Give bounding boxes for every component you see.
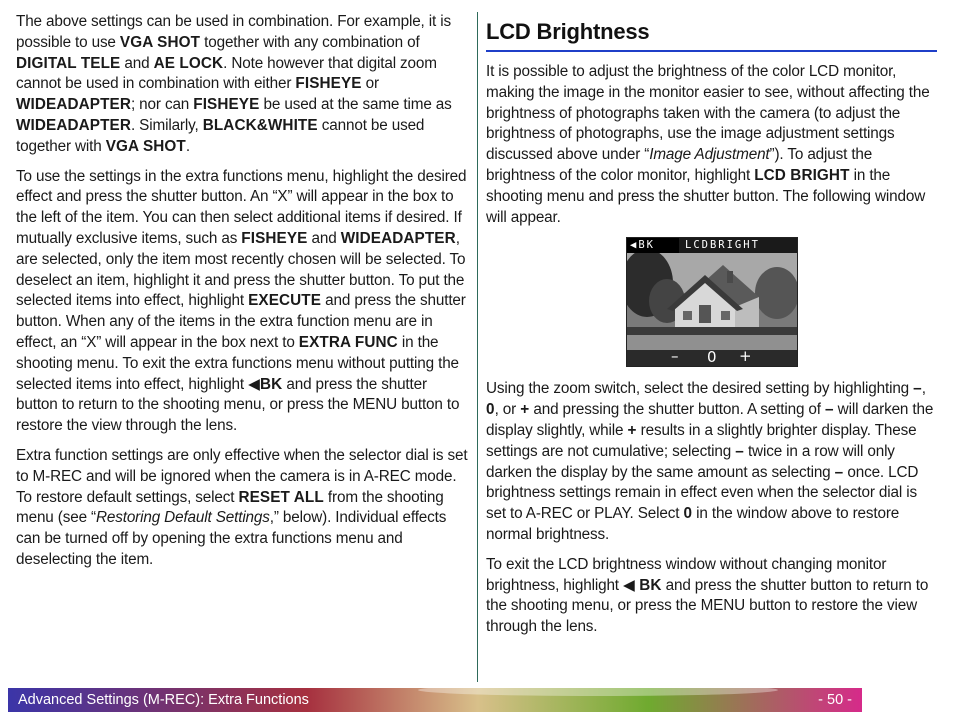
term-black-white: BLACK&WHITE — [202, 116, 318, 134]
term-ae-lock: AE LOCK — [153, 54, 224, 72]
term-fisheye: FISHEYE — [193, 96, 260, 114]
term-extra-func: EXTRA FUNC — [298, 333, 398, 351]
term-reset-all: RESET ALL — [238, 488, 324, 506]
left-column — [16, 12, 470, 580]
ref-image-adjustment: Image Adjustment — [649, 146, 770, 164]
heading-rule — [486, 50, 937, 52]
section-heading: LCD Brightness — [486, 19, 650, 44]
lcd-option-plus[interactable]: + — [739, 347, 752, 366]
term-vga-shot: VGA SHOT — [119, 33, 201, 51]
term-wideadapter: WIDEADAPTER — [16, 96, 131, 114]
lcd-title: LCDBRIGHT — [679, 238, 797, 253]
lcd-brightness-window — [626, 237, 798, 367]
lcd-brightness-scale — [627, 347, 797, 367]
right-column — [486, 12, 938, 647]
ref-restoring-default-settings: Restoring Default Settings — [95, 509, 270, 527]
term-back: ◀ BK — [623, 576, 662, 594]
column-divider — [477, 12, 478, 682]
lcd-option-zero[interactable]: 0 — [707, 348, 717, 367]
page-number: - 50 - — [818, 692, 852, 708]
right-paragraph-3: To exit the LCD brightness window without changing monitor brightness, highlight ◀ BK and press the shutter button to return to the shooting menu, or press the MENU button to restore the view through the lens. — [486, 555, 929, 636]
term-fisheye: FISHEYE — [241, 229, 308, 247]
term-digital-tele: DIGITAL TELE — [16, 54, 121, 72]
page-footer — [8, 688, 862, 712]
left-paragraph-3: Extra function settings are only effective when the selector dial is set to M-REC and will be ignored when the camera is in A-REC mode. To restore default settings, select RESET ALL from the shooting menu (see “Restoring Default Settings,” below). Individual effects can be turned off by opening the extra functions menu and deselecting the item. — [16, 446, 468, 568]
left-paragraph-1: The above settings can be used in combination. For example, it is possible to use VGA SHOT together with any combination of DIGITAL TELE and AE LOCK. Note however that digital zoom cannot be used in combination with either FISHEYE or WIDEADAPTER; nor can FISHEYE be used at the same time as WIDEADAPTER. Similarly, BLACK&WHITE cannot be used together with VGA SHOT. — [16, 13, 452, 155]
term-vga-shot: VGA SHOT — [105, 137, 186, 155]
term-fisheye: FISHEYE — [295, 75, 362, 93]
term-wideadapter: WIDEADAPTER — [340, 229, 456, 247]
right-paragraph-1: It is possible to adjust the brightness of the color LCD monitor, making the image in the monitor easier to see, without affecting the brightness of photographs taken with the camera (to adjust the brightness of photographs, use the image adjustment settings discussed above under “Image Adjustment”). To adjust the brightness of the color monitor, highlight LCD BRIGHT in the shooting menu and press the shutter button. The following window will appear. — [486, 63, 930, 226]
left-paragraph-2: To use the settings in the extra functions menu, highlight the desired effect and press the shutter button. An “X” will appear in the box to the left of the item. You can then select additional items if desired. If mutually exclusive items, such as FISHEYE and WIDEADAPTER, are selected, only the item most recently chosen will be selected. To deselect an item, highlight it and press the shutter button. To put the selected items into effect, highlight EXECUTE and press the shutter button. When any of the items in the extra function menu are in effect, an “X” will appear in the box next to EXTRA FUNC in the shooting menu. To exit the extra functions menu without putting the selected items into effect, highlight ◀BK and press the shutter button to return to the shooting menu, or press the MENU button to restore the view through the lens. — [16, 167, 467, 435]
lcd-preview-photo — [627, 253, 797, 350]
term-execute: EXECUTE — [248, 292, 322, 310]
right-paragraph-2: Using the zoom switch, select the desired setting by highlighting –, 0, or + and pressing the shutter button. A setting of – will darken the display slightly, while + results in a slightly brighter display. These settings are not cumulative; selecting – twice in a row will only darken the display by the same amount as selecting – once. LCD brightness settings remain in effect even when the selector dial is set to A-REC or PLAY. Select 0 in the window above to restore normal brightness. — [486, 380, 934, 543]
lcd-option-minus[interactable]: – — [671, 347, 679, 366]
term-lcd-bright: LCD BRIGHT — [754, 166, 850, 184]
footer-section-title: Advanced Settings (M-REC): Extra Functions — [18, 692, 309, 708]
term-back: ◀BK — [248, 375, 283, 393]
term-wideadapter: WIDEADAPTER — [16, 116, 131, 134]
lcd-menu-bar — [627, 238, 797, 253]
lcd-back-label: ◀BK — [630, 239, 655, 252]
